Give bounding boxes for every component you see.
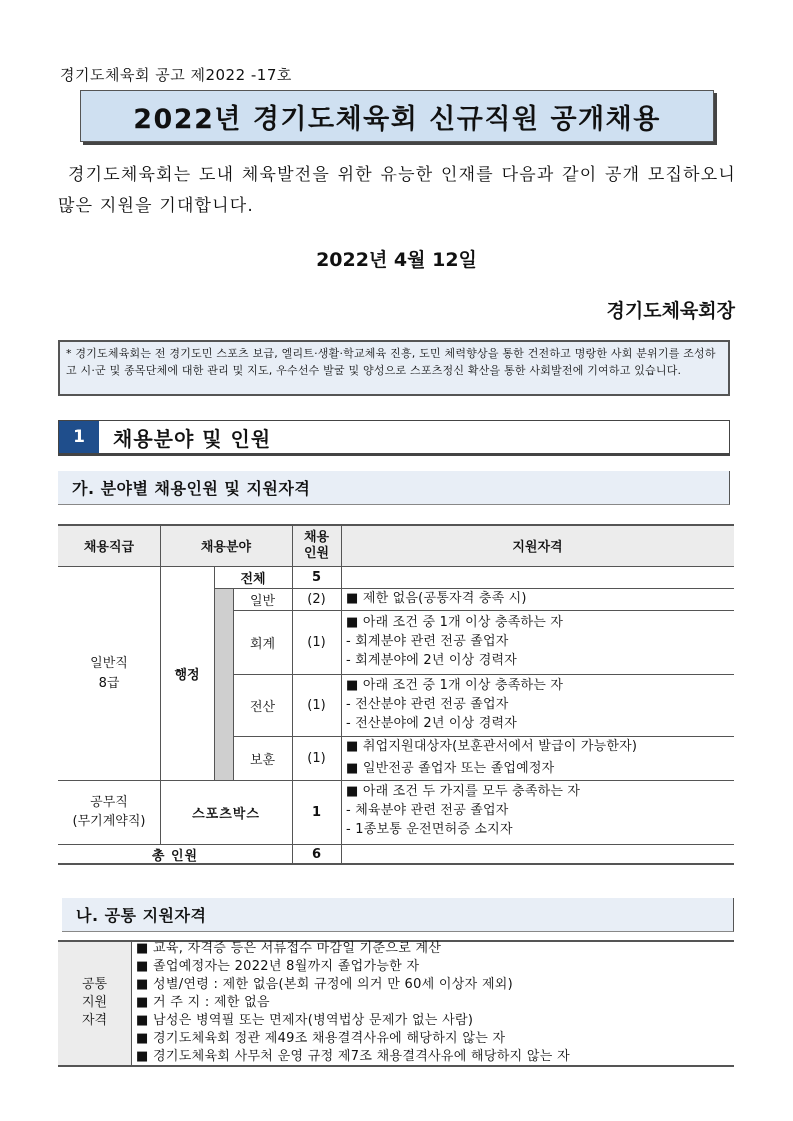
- subsection-a-header: 가. 분야별 채용인원 및 지원자격: [58, 471, 730, 505]
- notice-number: 경기도체육회 공고 제2022 -17호: [60, 66, 292, 84]
- common-item-4: ■ 거 주 지 : 제한 없음: [136, 995, 270, 1010]
- page-title: 2022년 경기도체육회 신규직원 공개채용: [80, 90, 714, 142]
- total-count: 5: [311, 570, 322, 585]
- qual-it-1: ■ 아래 조건 중 1개 이상 충족하는 자: [346, 678, 564, 693]
- header-qualification: 지원자격: [512, 540, 563, 555]
- field-veterans: 보훈: [249, 752, 276, 768]
- count-sportsbox: 1: [311, 804, 322, 820]
- grade-general-8: 일반직 8급: [90, 655, 128, 691]
- common-qualification-table: [58, 940, 734, 1068]
- subsection-b-header: 나. 공통 지원자격: [62, 898, 734, 932]
- count-it: (1): [307, 697, 326, 713]
- qual-accounting-1: ■ 아래 조건 중 1개 이상 충족하는 자: [346, 615, 564, 630]
- grade-contract: 공무직 (무기계약직): [72, 795, 146, 829]
- section-number: 1: [59, 421, 99, 453]
- qual-it-2: - 전산분야 관련 전공 졸업자: [346, 697, 509, 712]
- count-accounting: (1): [307, 634, 326, 650]
- common-item-2: ■ 졸업예정자는 2022년 8월까지 졸업가능한 자: [136, 959, 420, 974]
- grand-total-count: 6: [311, 846, 322, 862]
- count-veterans: (1): [307, 750, 326, 766]
- signature: 경기도체육회장: [606, 300, 735, 322]
- common-item-5: ■ 남성은 병역필 또는 면제자(병역법상 문제가 없는 사람): [136, 1013, 474, 1028]
- field-it: 전산: [249, 699, 276, 715]
- field-accounting: 회계: [249, 636, 276, 652]
- header-count: 채용 인원: [303, 529, 330, 561]
- qual-it-3: - 전산분야에 2년 이상 경력자: [346, 716, 518, 731]
- qual-accounting-3: - 회계분야에 2년 이상 경력자: [346, 653, 518, 668]
- common-item-1: ■ 교육, 자격증 등은 서류접수 마감일 기준으로 계산: [136, 941, 442, 956]
- section-title: 채용분야 및 인원: [113, 426, 272, 451]
- header-field: 채용분야: [200, 540, 252, 555]
- total-label: 전체: [240, 572, 266, 587]
- header-grade: 채용직급: [83, 540, 135, 555]
- qual-veterans-1: ■ 취업지원대상자(보훈관서에서 발급이 가능한자): [346, 739, 638, 754]
- field-admin: 행정: [174, 668, 200, 683]
- field-sportsbox: 스포츠박스: [192, 806, 260, 822]
- qual-accounting-2: - 회계분야 관련 전공 졸업자: [346, 634, 509, 649]
- qual-sportsbox-1: ■ 아래 조건 두 가지를 모두 충족하는 자: [346, 784, 581, 799]
- recruitment-table: [58, 524, 734, 866]
- count-general: (2): [307, 591, 326, 607]
- announcement-date: 2022년 4월 12일: [316, 249, 477, 271]
- common-item-3: ■ 성별/연령 : 제한 없음(본회 규정에 의거 만 60세 이상자 제외): [136, 977, 514, 992]
- qual-sportsbox-2: - 체육분야 관련 전공 졸업자: [346, 803, 509, 818]
- common-label: 공통 지원 자격: [81, 977, 108, 1028]
- qual-general: ■ 제한 없음(공통자격 충족 시): [346, 591, 527, 606]
- common-item-6: ■ 경기도체육회 정관 제49조 채용결격사유에 해당하지 않는 자: [136, 1031, 506, 1046]
- field-general: 일반: [249, 593, 276, 609]
- intro-paragraph: 경기도체육회는 도내 체육발전을 위한 유능한 인재를 다음과 같이 공개 모집하오니 많은 지원을 기대합니다.: [58, 165, 736, 216]
- common-item-7: ■ 경기도체육회 사무처 운영 규정 제7조 채용결격사유에 해당하지 않는 자: [136, 1049, 570, 1064]
- grand-total-label: 총 인원: [151, 848, 199, 864]
- qual-sportsbox-3: - 1종보통 운전면허증 소지자: [346, 822, 513, 837]
- about-note: * 경기도체육회는 전 경기도민 스포츠 보급, 엘리트·생활·학교체육 진흥, 도민 체력향상을 통한 건전하고 명랑한 사회 분위기를 조성하고 시·군 및 종목단체에 대한 관리 및 지도, 우수선수 발굴 및 양성으로 스포츠정신 확산을 통한 사회발전에 기여하고 있습니다.: [58, 340, 730, 396]
- section-1-header: [58, 420, 730, 456]
- qual-veterans-2: ■ 일반전공 졸업자 또는 졸업예정자: [346, 761, 555, 776]
